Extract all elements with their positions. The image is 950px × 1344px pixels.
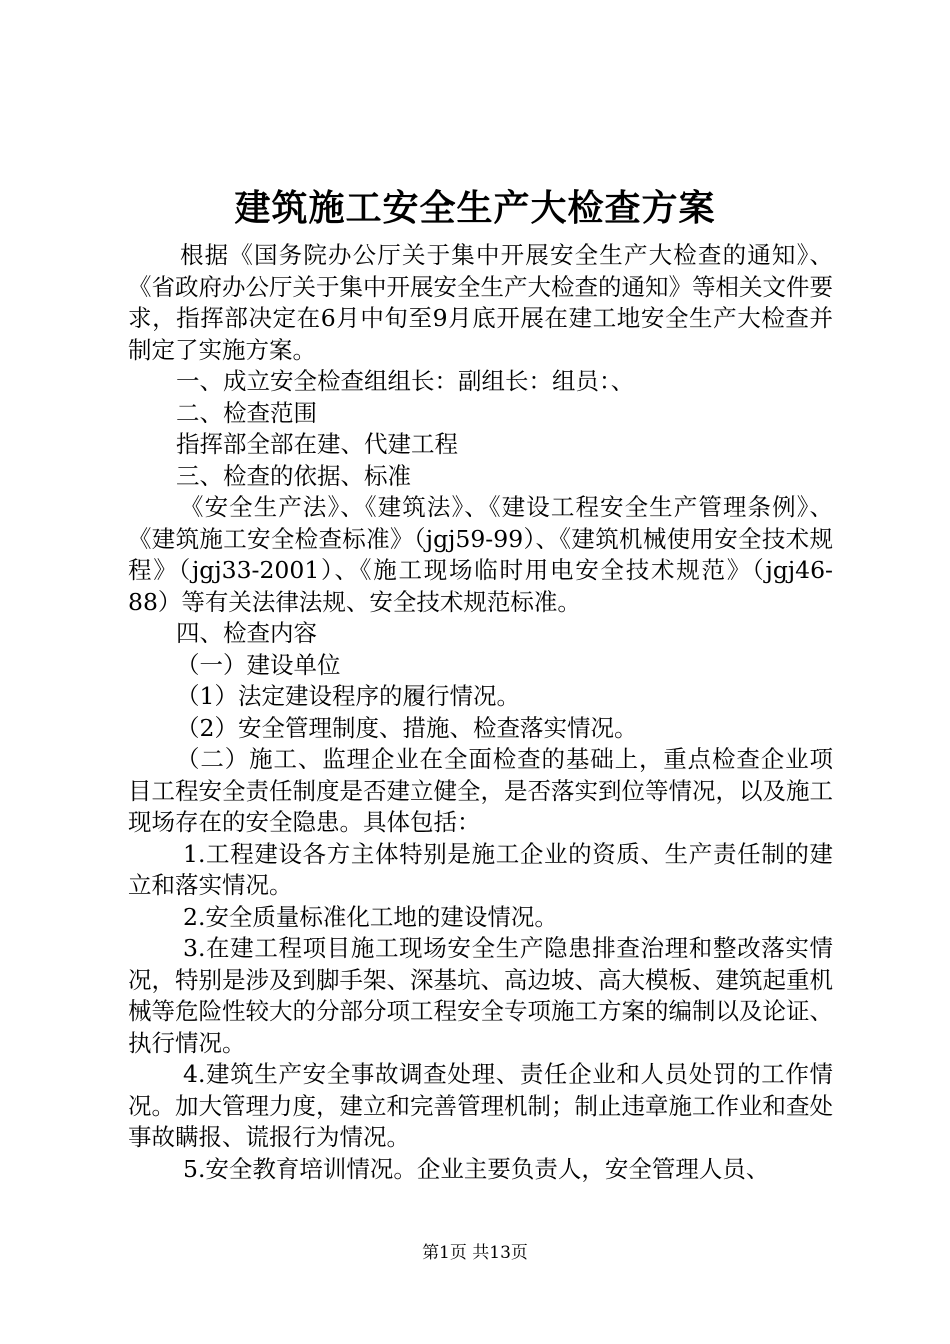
paragraph-standards: 《安全生产法》、《建筑法》、《建设工程安全生产管理条例》、《建筑施工安全检查标准》（jgj59-99）、《建筑机械使用安全技术规程》（jgj33-2001）、《施工现场临时用电安全技术规范》（jgj46-88）等有关法律法规、安全技术规范标准。 [128,493,833,616]
paragraph-point-2: 2.安全质量标准化工地的建设情况。 [183,902,558,931]
paragraph-section-3: 三、检查的依据、标准 [176,461,411,490]
paragraph-point-5: 5.安全教育培训情况。企业主要负责人，安全管理人员、 [183,1154,770,1183]
paragraph-intro: 根据《国务院办公厅关于集中开展安全生产大检查的通知》、《省政府办公厅关于集中开展安全生产大检查的通知》等相关文件要求，指挥部决定在6月中旬至9月底开展在建工地安全生产大检查并制定了实施方案。 [128,241,833,364]
paragraph-subsection-1: （一）建设单位 [176,650,341,679]
paragraph-item-1: （1）法定建设程序的履行情况。 [176,682,520,710]
paragraph-point-3: 3.在建工程项目施工现场安全生产隐患排查治理和整改落实情况，特别是涉及到脚手架、深基坑、高边坡、高大模板、建筑起重机械等危险性较大的分部分项工程安全专项施工方案的编制以及论证、执行情况。 [128,934,833,1057]
page-number-footer: 第1页 共13页 [422,1243,528,1263]
paragraph-section-2: 二、检查范围 [176,398,317,427]
paragraph-item-2: （2）安全管理制度、措施、检查落实情况。 [176,713,638,742]
document-title: 建筑施工安全生产大检查方案 [234,187,716,229]
document-body [128,240,833,1185]
paragraph-section-4: 四、检查内容 [176,619,317,647]
paragraph-scope: 指挥部全部在建、代建工程 [176,430,458,458]
paragraph-section-1: 一、成立安全检查组组长：副组长：组员：、 [176,367,635,395]
paragraph-point-4: 4.建筑生产安全事故调查处理、责任企业和人员处罚的工作情况。加大管理力度，建立和完善管理机制；制止违章施工作业和查处事故瞒报、谎报行为情况。 [128,1060,833,1151]
paragraph-subsection-2: （二）施工、监理企业在全面检查的基础上，重点检查企业项目工程安全责任制度是否建立健全，是否落实到位等情况，以及施工现场存在的安全隐患。具体包括： [128,745,833,836]
paragraph-point-1: 1.工程建设各方主体特别是施工企业的资质、生产责任制的建立和落实情况。 [128,839,833,899]
